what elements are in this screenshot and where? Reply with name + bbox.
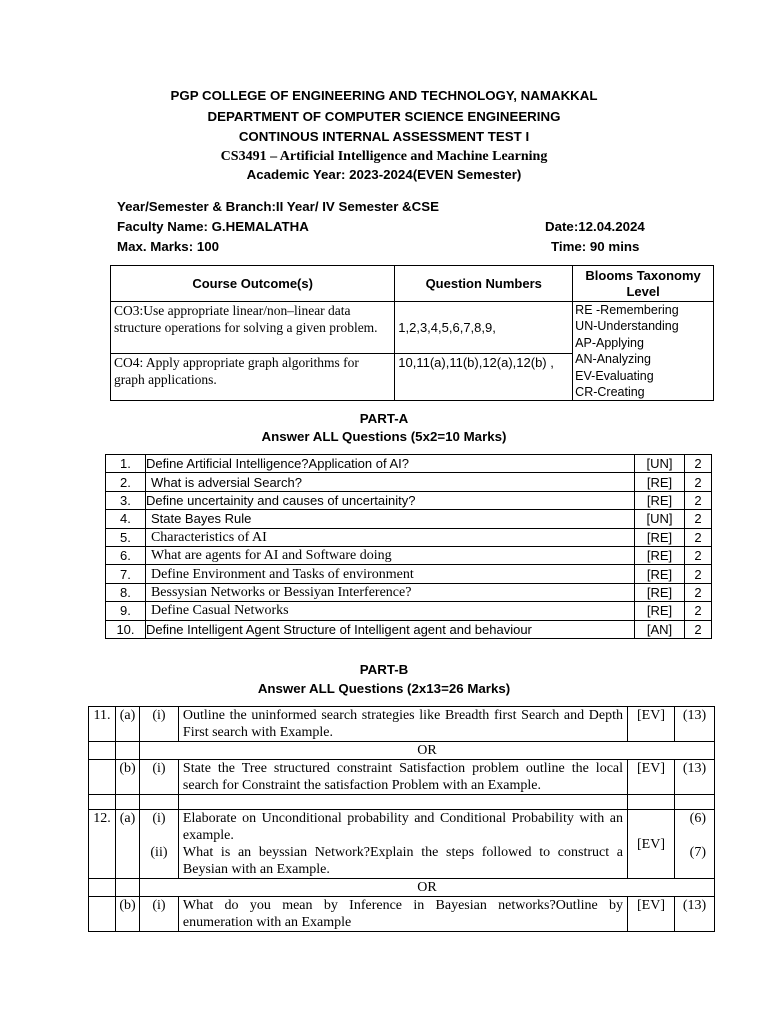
blooms-re: RE -Remembering <box>575 303 679 317</box>
q12a-level: [EV] <box>628 810 675 879</box>
part-a-question-number: 2. <box>106 473 146 491</box>
part-a-marks: 2 <box>685 491 712 509</box>
part-a-question-text: Define Casual Networks <box>145 602 634 620</box>
faculty-name: Faculty Name: G.HEMALATHA <box>117 219 309 234</box>
department-name: DEPARTMENT OF COMPUTER SCIENCE ENGINEERING <box>207 109 561 124</box>
q12b-marks: (13) <box>674 897 714 932</box>
q12b-text: What do you mean by Inference in Bayesian networks?Outline by enumeration with an Example <box>178 897 627 932</box>
q11a-text: Outline the uninformed search strategies like Breadth first Search and Depth First search with Example. <box>178 707 627 742</box>
academic-year: Academic Year: 2023-2024(EVEN Semester) <box>246 167 522 182</box>
q12-or: OR <box>139 879 714 897</box>
q11a-row <box>89 707 715 742</box>
blooms-legend <box>573 302 714 401</box>
part-a-question-text: Define Environment and Tasks of environment <box>145 565 634 583</box>
co-header-outcome: Course Outcome(s) <box>111 266 395 302</box>
q11b-text: State the Tree structured constraint Satisfaction problem outline the local search for Constraint the satisfaction Problem with an Example. <box>178 760 627 795</box>
part-b-title: PART-B <box>359 662 409 677</box>
q12a-sub-ii: (ii) <box>150 845 168 860</box>
part-a-bloom-level: [UN] <box>635 455 685 473</box>
part-a-bloom-level: [RE] <box>635 473 685 491</box>
q12-number: 12. <box>89 810 116 879</box>
blooms-ap: AP-Applying <box>575 335 644 350</box>
part-a-question-number: 9. <box>106 602 146 620</box>
part-a-question-row <box>106 491 712 509</box>
q12a-ii-text: What is an beyssian Network?Explain the steps followed to construct a Beysian with an Example. <box>182 845 624 877</box>
part-a-question-row <box>106 510 712 528</box>
max-marks: Max. Marks: 100 <box>117 239 219 254</box>
blooms-cr: CR-Creating <box>575 385 645 400</box>
exam-time: Time: 90 mins <box>551 239 640 254</box>
q11b-marks: (13) <box>674 760 714 795</box>
part-a-question-row <box>106 602 712 620</box>
part-a-question-number: 10. <box>106 620 146 638</box>
part-a-title: PART-A <box>359 411 409 426</box>
co4-questions: 10,11(a),11(b),12(a),12(b) , <box>395 353 573 401</box>
part-a-question-number: 5. <box>106 528 146 546</box>
part-a-question-text: Bessysian Networks or Bessiyan Interference? <box>145 583 634 601</box>
part-a-marks: 2 <box>685 546 712 564</box>
q11a-label: (a) <box>115 707 139 742</box>
co3-questions: 1,2,3,4,5,6,7,8,9, <box>395 302 573 354</box>
q12a-sub-i: (i) <box>152 811 166 826</box>
part-a-question-row <box>106 473 712 491</box>
part-b-table <box>88 706 715 932</box>
q12a-label: (a) <box>115 810 139 879</box>
part-a-marks: 2 <box>685 620 712 638</box>
part-a-question-text: What are agents for AI and Software doing <box>145 546 634 564</box>
q11b-level: [EV] <box>628 760 675 795</box>
course-outcome-table <box>110 265 714 401</box>
part-a-bloom-level: [AN] <box>635 620 685 638</box>
part-a-question-row <box>106 565 712 583</box>
q11b-row <box>89 760 715 795</box>
part-a-marks: 2 <box>685 583 712 601</box>
part-a-instructions: Answer ALL Questions (5x2=10 Marks) <box>261 429 507 444</box>
co3-description: CO3:Use appropriate linear/non–linear data structure operations for solving a given problem. <box>111 302 395 354</box>
part-a-marks: 2 <box>685 473 712 491</box>
part-a-question-text: Define uncertainity and causes of uncertainity? <box>145 491 634 509</box>
part-a-question-number: 7. <box>106 565 146 583</box>
q12a-i-marks: (6) <box>689 811 706 826</box>
part-a-question-number: 3. <box>106 491 146 509</box>
part-a-marks: 2 <box>685 602 712 620</box>
part-a-question-row <box>106 583 712 601</box>
part-a-question-row <box>106 546 712 564</box>
part-a-question-row <box>106 528 712 546</box>
blooms-un: UN-Understanding <box>575 319 679 334</box>
blooms-an: AN-Analyzing <box>575 352 651 367</box>
blooms-ev: EV-Evaluating <box>575 368 654 383</box>
part-a-bloom-level: [RE] <box>635 565 685 583</box>
part-a-bloom-level: [RE] <box>635 602 685 620</box>
q11a-level: [EV] <box>628 707 675 742</box>
part-a-marks: 2 <box>685 528 712 546</box>
q12a-ii-marks: (7) <box>689 845 706 860</box>
part-a-question-text: State Bayes Rule <box>145 510 634 528</box>
q11a-marks: (13) <box>674 707 714 742</box>
part-a-marks: 2 <box>685 455 712 473</box>
exam-date: Date:12.04.2024 <box>545 219 645 234</box>
test-name: CONTINOUS INTERNAL ASSESSMENT TEST I <box>238 129 530 144</box>
part-a-question-text: Define Intelligent Agent Structure of Intelligent agent and behaviour <box>145 620 634 638</box>
part-a-question-text: What is adversial Search? <box>145 473 634 491</box>
part-a-marks: 2 <box>685 510 712 528</box>
q12b-row <box>89 897 715 932</box>
part-a-marks: 2 <box>685 565 712 583</box>
q11-number: 11. <box>89 707 116 742</box>
q12b-level: [EV] <box>628 897 675 932</box>
part-a-question-row <box>106 455 712 473</box>
course-title: CS3491 – Artificial Intelligence and Machine Learning <box>220 149 548 164</box>
q11a-sub: (i) <box>139 707 178 742</box>
co4-description: CO4: Apply appropriate graph algorithms for graph applications. <box>111 353 395 401</box>
q11b-sub: (i) <box>139 760 178 795</box>
part-b-instructions: Answer ALL Questions (2x13=26 Marks) <box>257 681 511 696</box>
q12b-sub: (i) <box>139 897 178 932</box>
part-a-question-text: Characteristics of AI <box>145 528 634 546</box>
part-a-bloom-level: [UN] <box>635 510 685 528</box>
part-a-question-text: Define Artificial Intelligence?Application of AI? <box>145 455 634 473</box>
part-a-question-number: 6. <box>106 546 146 564</box>
q12b-label: (b) <box>115 897 139 932</box>
q12a-i-text: Elaborate on Unconditional probability and Conditional Probability with an example. <box>182 811 624 843</box>
year-semester-branch: Year/Semester & Branch:II Year/ IV Semester &CSE <box>117 199 440 214</box>
part-a-question-row <box>106 620 712 638</box>
co-header-blooms: Blooms Taxonomy Level <box>573 266 714 302</box>
college-name: PGP COLLEGE OF ENGINEERING AND TECHNOLOGY, NAMAKKAL <box>170 88 598 103</box>
q11-or: OR <box>139 742 714 760</box>
part-a-question-number: 1. <box>106 455 146 473</box>
part-a-bloom-level: [RE] <box>635 528 685 546</box>
part-a-table <box>105 454 712 639</box>
part-a-question-number: 8. <box>106 583 146 601</box>
part-a-bloom-level: [RE] <box>635 491 685 509</box>
co-header-questions: Question Numbers <box>395 266 573 302</box>
part-a-bloom-level: [RE] <box>635 583 685 601</box>
q12a-row <box>89 810 715 879</box>
part-a-bloom-level: [RE] <box>635 546 685 564</box>
q11b-label: (b) <box>115 760 139 795</box>
part-a-question-number: 4. <box>106 510 146 528</box>
